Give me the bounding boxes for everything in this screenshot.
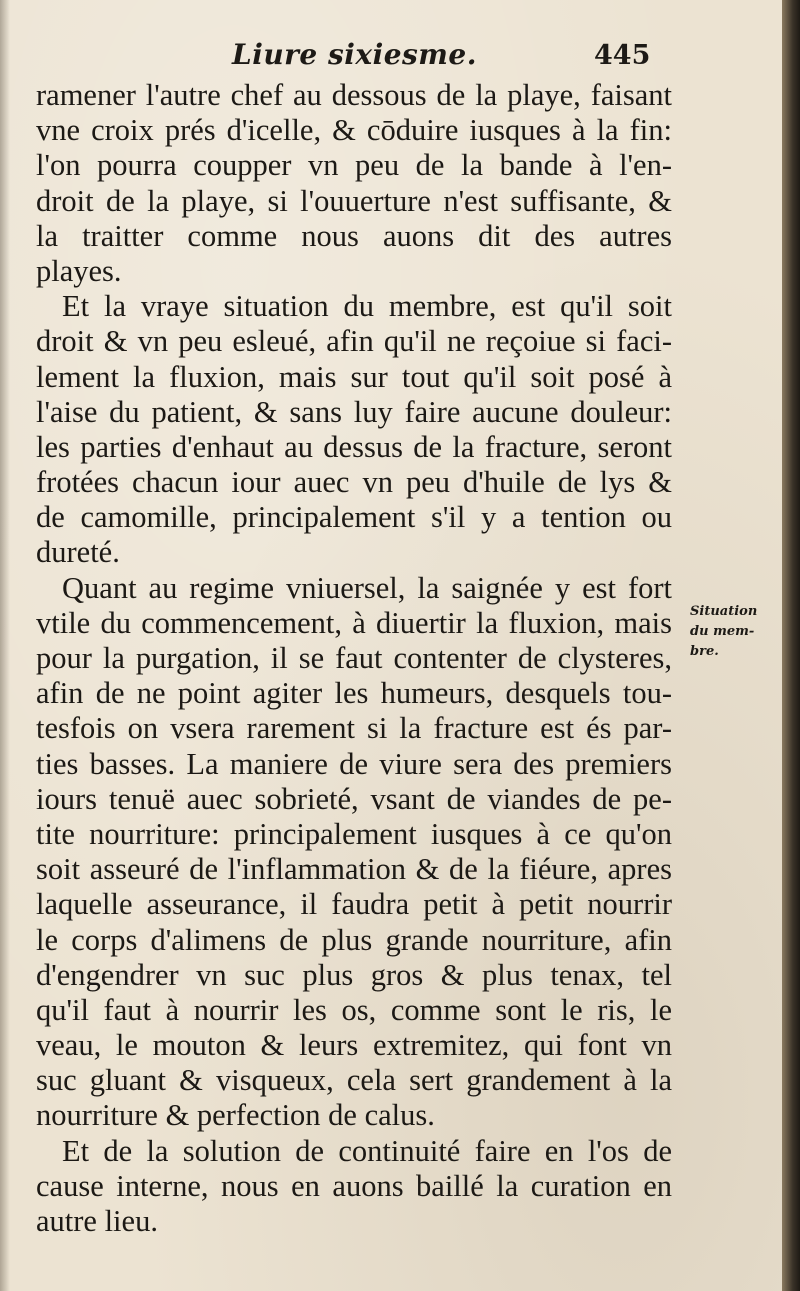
text-line: playes. xyxy=(36,253,122,288)
text-line: Et la vraye situation du membre, est qu'il soit xyxy=(62,289,672,324)
text-line: tite nourriture: principalement iusques à ce qu'on xyxy=(36,816,672,851)
text-line: qu'il faut à nourrir les os, comme sont le ris, le xyxy=(36,992,672,1027)
text-line: vne croix prés d'icelle, & cōduire iusques à la fin: xyxy=(36,113,672,148)
book-gutter xyxy=(782,0,800,1291)
marginal-note-line: bre. xyxy=(690,644,719,659)
text-line: nourriture & perfection de calus. xyxy=(36,1098,435,1133)
text-line: droit de la playe, si l'ouuerture n'est suffisante, & xyxy=(36,183,672,218)
text-line: vtile du commencement, à diuertir la fluxion, mais xyxy=(36,605,672,640)
text-line: la traitter comme nous auons dit des autres xyxy=(36,218,672,253)
text-line: d'engendrer vn suc plus gros & plus tenax, tel xyxy=(36,957,672,992)
text-line: le corps d'alimens de plus grande nourriture, afin xyxy=(36,922,672,957)
text-line: de camomille, principalement s'il y a tention ou xyxy=(36,500,672,535)
text-line: iours tenuë auec sobrieté, vsant de viandes de pe- xyxy=(36,781,672,816)
text-line: lement la fluxion, mais sur tout qu'il soit posé à xyxy=(36,359,672,394)
page-number: 445 xyxy=(594,40,651,71)
text-line: ties basses. La maniere de viure sera des premiers xyxy=(36,746,672,781)
text-line: droit & vn peu esleué, afin qu'il ne reçoiue si faci- xyxy=(36,324,672,359)
text-line: cause interne, nous en auons baillé la curation en xyxy=(36,1168,672,1203)
marginal-note xyxy=(690,602,770,662)
text-line: Quant au regime vniuersel, la saignée y est fort xyxy=(62,570,672,605)
text-line: soit asseuré de l'inflammation & de la fiéure, apres xyxy=(36,852,672,887)
text-line: Et de la solution de continuité faire en l'os de xyxy=(62,1133,672,1168)
text-line: tesfois on vsera rarement si la fracture est és par- xyxy=(36,711,672,746)
text-line: l'on pourra coupper vn peu de la bande à l'en- xyxy=(36,148,672,183)
text-line: veau, le mouton & leurs extremitez, qui font vn xyxy=(36,1028,672,1063)
marginal-note-line: Situation xyxy=(690,604,758,619)
body-text xyxy=(36,78,672,1239)
text-line: autre lieu. xyxy=(36,1204,158,1238)
page-edge-shadow xyxy=(0,0,10,1291)
marginal-note-line: du mem- xyxy=(690,624,755,639)
text-line: ramener l'autre chef au dessous de la playe, faisant xyxy=(36,78,672,112)
text-line: suc gluant & visqueux, cela sert grandement à la xyxy=(36,1063,672,1098)
text-line: l'aise du patient, & sans luy faire aucune douleur: xyxy=(36,394,672,429)
text-line: pour la purgation, il se faut contenter de clysteres, xyxy=(36,641,672,675)
running-head: Liure sixiesme. xyxy=(232,38,477,71)
text-line: les parties d'enhaut au dessus de la fracture, seront xyxy=(36,429,672,464)
text-line: afin de ne point agiter les humeurs, desquels tou- xyxy=(36,676,672,711)
text-line: laquelle asseurance, il faudra petit à petit nourrir xyxy=(36,887,672,922)
text-line: frotées chacun iour auec vn peu d'huile de lys & xyxy=(36,465,672,500)
text-line: dureté. xyxy=(36,535,120,570)
